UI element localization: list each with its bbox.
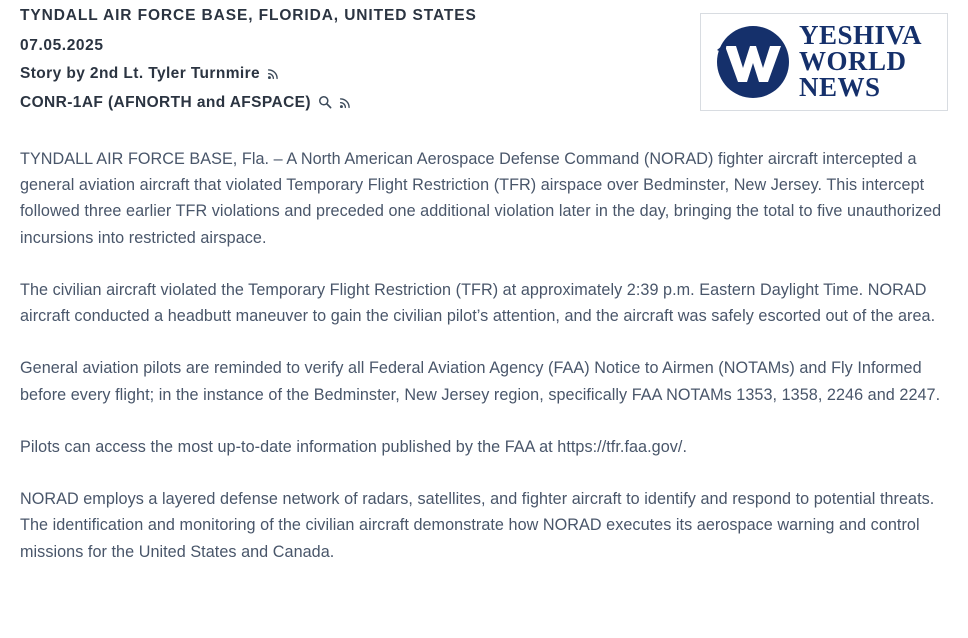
search-icon[interactable] xyxy=(318,95,332,109)
publish-date xyxy=(20,38,680,54)
publish-date-text: 07.05.2025 xyxy=(20,36,104,54)
article-header xyxy=(20,8,948,120)
unit-rss-icon[interactable] xyxy=(339,96,352,109)
article-meta xyxy=(20,8,680,110)
byline xyxy=(20,66,680,82)
site-logo[interactable] xyxy=(700,13,948,111)
unit-line xyxy=(20,95,680,111)
rss-icon[interactable] xyxy=(267,67,280,80)
byline-text: Story by 2nd Lt. Tyler Turnmire xyxy=(20,65,261,82)
article-paragraph: Pilots can access the most up-to-date information published by the FAA at https://tfr.faa.gov/. xyxy=(20,437,687,456)
logo-line-1: YESHIVA xyxy=(799,20,923,51)
article-paragraph: The civilian aircraft violated the Temporary Flight Restriction (TFR) at approximately 2:39 p.m. Eastern Daylight Time. NORAD aircraft conducted a headbutt maneuver to gain the civilian pilot’s attention, and the aircraft was safely escorted out of the area. xyxy=(20,280,936,326)
logo-wordmark xyxy=(799,20,923,102)
article-body xyxy=(20,146,960,565)
dateline-title-text: TYNDALL AIR FORCE BASE, FLORIDA, UNITED STATES xyxy=(20,7,477,24)
dateline-title xyxy=(20,8,680,24)
article-paragraph: TYNDALL AIR FORCE BASE, Fla. – A North American Aerospace Defense Command (NORAD) fighter aircraft intercepted a general aviation aircraft that violated Temporary Flight Restriction (TFR) airspace over Bedminster, New Jersey. This intercept followed three earlier TFR violations and preceded one additional violation later in the day, bringing the total to five unauthorized incursions into restricted airspace. xyxy=(20,150,942,247)
yeshiva-world-news-w-mark-icon xyxy=(709,20,797,104)
unit-text: CONR-1AF (AFNORTH and AFSPACE) xyxy=(20,93,311,111)
article-paragraph: General aviation pilots are reminded to verify all Federal Aviation Agency (FAA) Notice to Airmen (NOTAMs) and Fly Informed before every flight; in the instance of the Bedminster, New Jersey region, specifically FAA NOTAMs 1353, 1358, 2246 and 2247. xyxy=(20,359,941,404)
article-paragraph: NORAD employs a layered defense network of radars, satellites, and fighter aircraft to identify and respond to potential threats. The identification and monitoring of the civilian aircraft demonstrate how NORAD executes its aerospace warning and control missions for the United States and Canada. xyxy=(20,490,935,561)
logo-line-3: NEWS xyxy=(799,71,881,102)
logo-line-2: WORLD xyxy=(799,46,907,77)
